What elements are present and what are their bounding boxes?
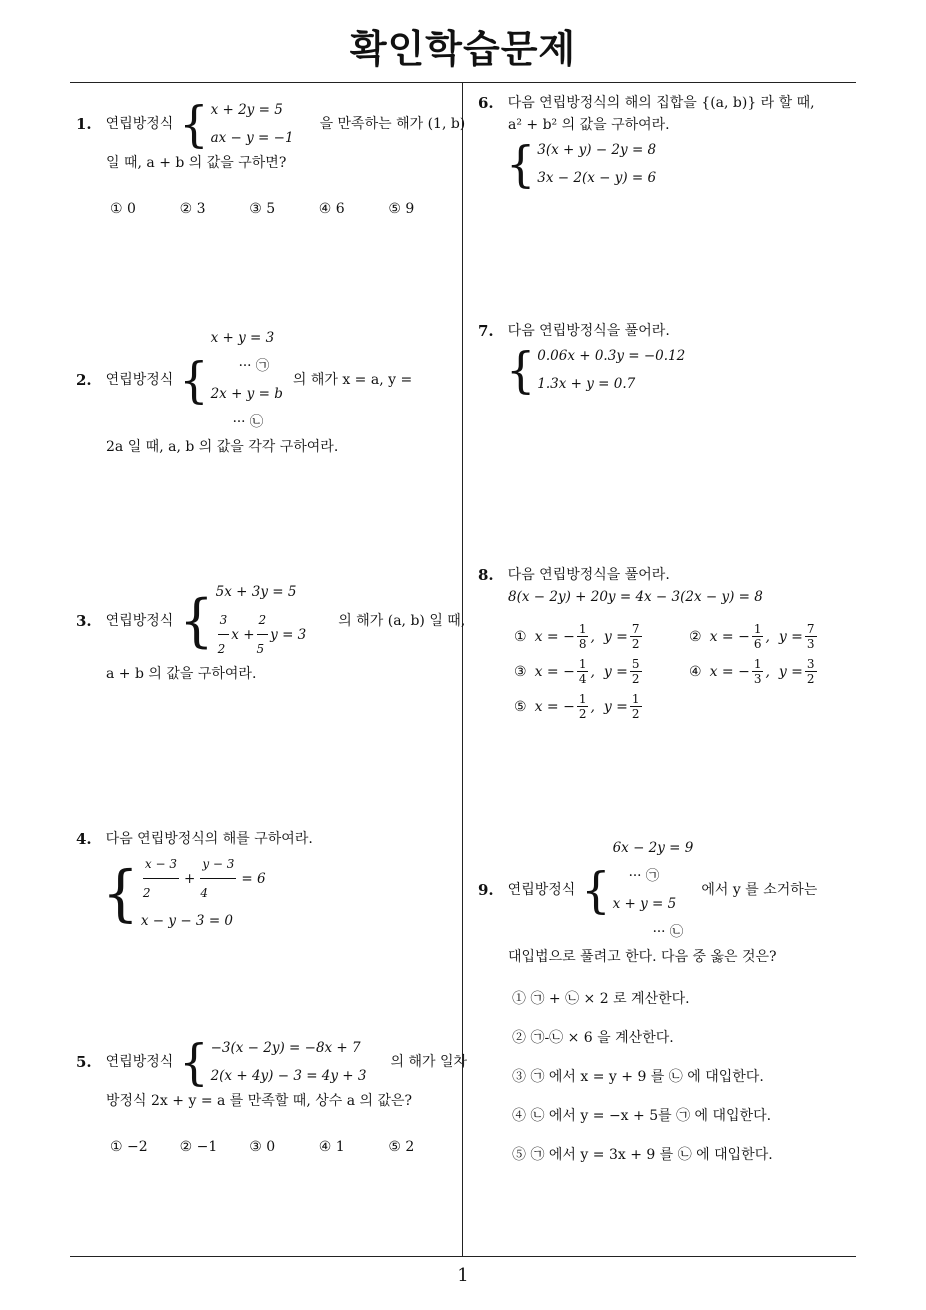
choice: ④ 6 (318, 201, 345, 217)
numerator: 3 (806, 657, 815, 671)
choice: ③ 5 (249, 201, 276, 217)
sign: − (738, 663, 750, 680)
numerator: 1 (631, 692, 640, 706)
equation-mark: ··· ㉠ (628, 868, 660, 884)
denominator: 8 (578, 637, 587, 651)
denominator: 5 (256, 642, 265, 656)
problem-5 (76, 1033, 468, 1158)
choice-label: ⑤ (514, 698, 527, 715)
problem-text: 의 해가 x = a, y = (292, 372, 413, 388)
numerator: 7 (806, 622, 815, 636)
choice: ③ 0 (249, 1139, 276, 1155)
numerator: 1 (578, 622, 587, 636)
equation: x + y = 5 (612, 896, 677, 912)
choices (110, 198, 458, 220)
choice: ③ x = − $\frac{1}{4}$ , y = $\frac{5}{2}$ (514, 657, 640, 686)
problem-number: 6. (478, 94, 494, 112)
brace-icon: { (179, 351, 209, 409)
equation: 1.3x + y = 0.7 (537, 376, 636, 392)
choices (512, 988, 860, 1166)
denominator: 3 (753, 672, 762, 686)
choice-label: ① (514, 628, 527, 645)
problem-7 (478, 320, 858, 398)
problem-text: 을 만족하는 해가 (1, b) (319, 116, 466, 132)
brace-icon: { (179, 1033, 209, 1091)
problem-6 (478, 92, 858, 192)
choice: ⑤ 2 (388, 1139, 415, 1155)
choice: ⑤ 9 (388, 201, 415, 217)
equation: 3(x + y) − 2y = 8 (537, 142, 657, 158)
equation-system (506, 342, 685, 398)
problem-text: 2a 일 때, a, b 의 값을 각각 구하여라. (106, 439, 339, 455)
numerator: 1 (753, 657, 762, 671)
problem-text: 일 때, a + b 의 값을 구하면? (106, 155, 287, 171)
problem-number: 1. (76, 115, 92, 133)
choice-label: ③ (514, 663, 527, 680)
page-number: 1 (457, 1265, 469, 1286)
denominator: 3 (806, 637, 815, 651)
equation-mark: ··· ㉡ (652, 924, 684, 940)
numerator: 1 (753, 622, 762, 636)
problem-text: 에서 y 를 소거하는 (701, 882, 818, 898)
choice: ① x = − $\frac{1}{8}$ , y = $\frac{7}{2}$ (514, 622, 640, 651)
choice: ③ ㉠ 에서 x = y + 9 를 ㉡ 에 대입한다. (512, 1069, 764, 1085)
equation-part: x + (231, 626, 255, 643)
equation-system (179, 324, 283, 436)
numerator: y − 3 (200, 850, 236, 879)
problem-9 (478, 834, 860, 1166)
problem-3 (76, 578, 466, 685)
equation: 0.06x + 0.3y = −0.12 (537, 348, 686, 364)
equation: ax − y = −1 (210, 130, 294, 146)
problem-lead: 연립방정식 (105, 116, 174, 132)
choice: ⑤ x = − $\frac{1}{2}$ , y = $\frac{1}{2}$ (514, 692, 640, 721)
problem-number: 3. (76, 611, 92, 630)
numerator: 5 (631, 657, 640, 671)
choice: ④ x = − $\frac{1}{3}$ , y = $\frac{3}{2}$ (689, 657, 815, 686)
choice-label: ② (689, 628, 702, 645)
denominator: 4 (578, 672, 587, 686)
problem-2 (76, 324, 458, 458)
choice: ① ㉠ + ㉡ × 2 로 계산한다. (512, 991, 690, 1007)
choice: ② ㉠-㉡ × 6 을 계산한다. (512, 1030, 674, 1046)
problem-8 (478, 564, 858, 721)
equation: 5x + 3y = 5 (215, 584, 297, 600)
problem-lead: 다음 연립방정식을 풀어라. (507, 567, 670, 583)
denominator: 2 (142, 886, 151, 900)
choice: ④ 1 (318, 1139, 345, 1155)
problem-text: 방정식 2x + y = a 를 만족할 때, 상수 a 의 값은? (106, 1093, 413, 1109)
equation-system (179, 1034, 366, 1090)
equation: −3(x − 2y) = −8x + 7 (210, 1040, 361, 1056)
problem-lead: 연립방정식 (105, 1054, 174, 1070)
denominator: 6 (753, 637, 762, 651)
problem-1 (76, 95, 466, 220)
equation-system (179, 578, 306, 663)
equation-system (506, 136, 656, 192)
denominator: 4 (200, 886, 208, 900)
problem-text: 의 해가 (a, b) 일 때, (338, 612, 466, 629)
problem-text: 의 해가 일차 (390, 1054, 468, 1070)
choice: ① −2 (110, 1139, 148, 1155)
problem-lead: 다음 연립방정식을 풀어라. (507, 323, 670, 339)
sign: − (563, 663, 575, 680)
problem-number: 8. (478, 566, 494, 584)
problem-lead: 연립방정식 (105, 372, 174, 388)
problem-text: a² + b² 의 값을 구하여라. (508, 117, 670, 133)
equation: 6x − 2y = 9 (612, 840, 694, 856)
equation-system (102, 850, 266, 935)
problem-lead: 연립방정식 (105, 612, 174, 629)
brace-icon: { (506, 341, 536, 399)
brace-icon: { (506, 135, 536, 193)
equation: x − y − 3 = 0 (140, 913, 234, 929)
equation: 3x − 2(x − y) = 6 (537, 170, 657, 186)
sign: − (563, 698, 575, 715)
problem-lead: 다음 연립방정식의 해를 구하여라. (105, 831, 313, 847)
choice: ⑤ ㉠ 에서 y = 3x + 9 를 ㉡ 에 대입한다. (512, 1147, 773, 1163)
equation: x + 2y = 5 (210, 102, 283, 118)
denominator: 2 (631, 672, 640, 686)
problem-text: 대입법으로 풀려고 한다. 다음 중 옳은 것은? (508, 949, 777, 965)
equation: x + y = 3 (210, 330, 275, 346)
denominator: 2 (631, 707, 640, 721)
equation: 2(x + 4y) − 3 = 4y + 3 (210, 1068, 367, 1084)
bottom-rule (70, 1256, 856, 1257)
choice: ② x = − $\frac{1}{6}$ , y = $\frac{7}{3}$ (689, 622, 815, 651)
choice: ④ ㉡ 에서 y = −x + 5를 ㉠ 에 대입한다. (512, 1108, 772, 1124)
equation-part: = 6 (241, 870, 266, 887)
problem-lead: 다음 연립방정식의 해의 집합을 {(a, b)} 라 할 때, (507, 95, 815, 111)
choice: ② 3 (179, 201, 206, 217)
equation-mark: ··· ㉡ (232, 414, 264, 430)
equation-system (179, 96, 293, 152)
equation: 2x + y = b (210, 386, 283, 402)
numerator: x − 3 (143, 850, 179, 879)
equation-system (581, 834, 693, 946)
denominator: 2 (578, 707, 587, 721)
numerator: 2 (257, 606, 269, 635)
problem-4 (76, 828, 458, 935)
choice-label: ④ (689, 663, 702, 680)
choices (514, 622, 858, 721)
brace-icon: { (102, 856, 139, 929)
brace-icon: { (179, 95, 209, 153)
brace-icon: { (179, 586, 214, 654)
denominator: 2 (217, 642, 226, 656)
brace-icon: { (581, 861, 611, 919)
sign: − (738, 628, 750, 645)
denominator: 2 (806, 672, 815, 686)
problem-lead: 연립방정식 (507, 882, 576, 898)
equation-part: y = 3 (270, 626, 307, 643)
problem-text: a + b 의 값을 구하여라. (106, 666, 257, 682)
top-rule (70, 82, 856, 83)
column-divider (462, 82, 463, 1257)
page-title: 확인학습문제 (349, 27, 577, 71)
numerator: 7 (631, 622, 640, 636)
problem-equation: 8(x − 2y) + 20y = 4x − 3(2x − y) = 8 (508, 589, 763, 605)
problem-number: 7. (478, 322, 494, 340)
choices (110, 1136, 458, 1158)
sign: − (563, 628, 575, 645)
equation-mark: ··· ㉠ (238, 358, 270, 374)
equation-part: + (184, 870, 196, 887)
numerator: 3 (218, 606, 230, 635)
choice: ① 0 (110, 201, 136, 217)
problem-number: 2. (76, 371, 92, 389)
denominator: 2 (631, 637, 640, 651)
problem-number: 5. (76, 1053, 92, 1071)
problem-number: 9. (478, 881, 494, 899)
problem-number: 4. (76, 830, 92, 848)
numerator: 1 (578, 692, 587, 706)
choice: ② −1 (179, 1139, 218, 1155)
numerator: 1 (578, 657, 587, 671)
